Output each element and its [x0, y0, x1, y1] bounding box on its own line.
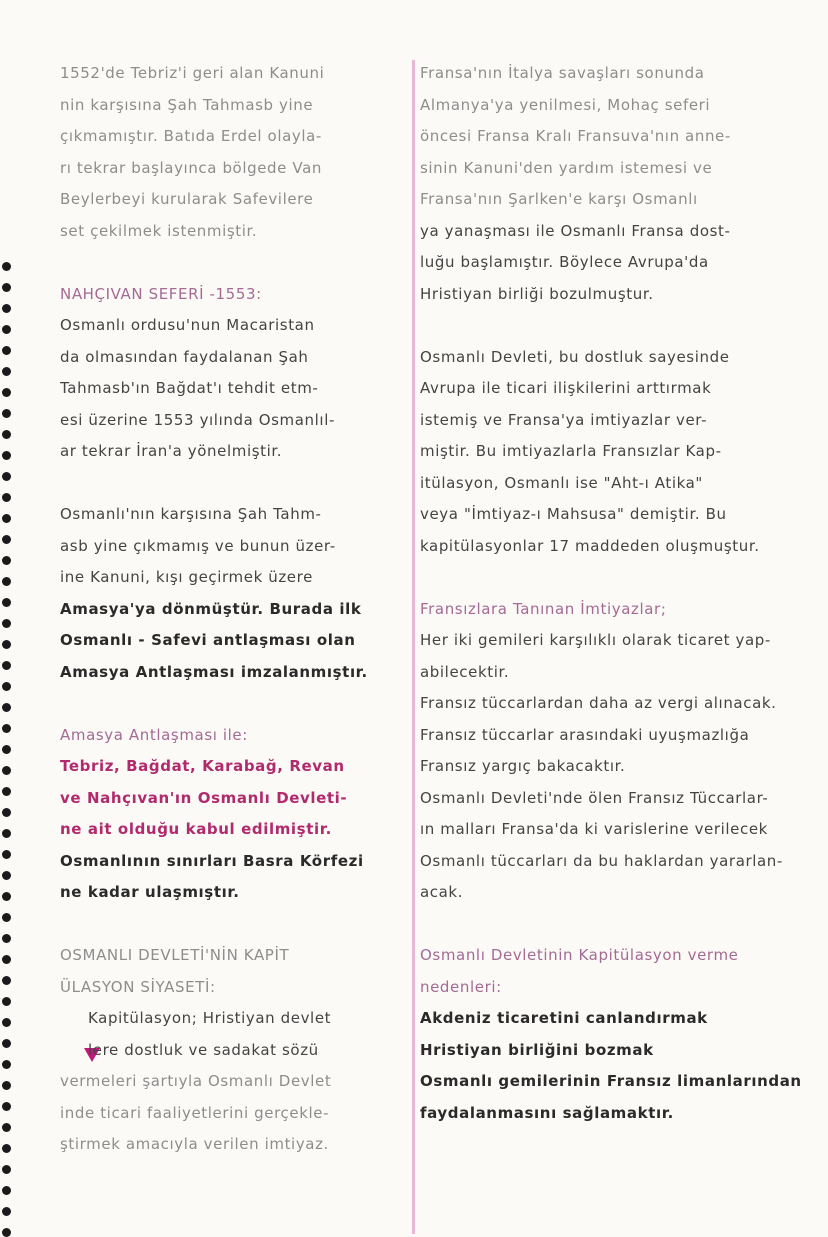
column-divider	[412, 60, 415, 1234]
binding-hole	[2, 1186, 11, 1195]
text-line: Fransız tüccarlardan daha az vergi alınacak.	[420, 694, 777, 712]
text-line: ve Nahçıvan'ın Osmanlı Devleti-	[60, 788, 348, 807]
text-line: öncesi Fransa Kralı Fransuva'nın anne-	[420, 127, 731, 145]
binding-hole	[2, 682, 11, 691]
text-line: vermeleri şartıyla Osmanlı Devlet	[60, 1072, 332, 1090]
text-line: Amasya Antlaşması imzalanmıştır.	[60, 662, 368, 681]
text-line: nin karşısına Şah Tahmasb yine	[60, 95, 314, 114]
text-line: Tebriz, Bağdat, Karabağ, Revan	[60, 757, 345, 775]
text-line: Kapitülasyon; Hristiyan devlet	[88, 1009, 332, 1027]
text-line: ine Kanuni, kışı geçirmek üzere	[60, 568, 313, 586]
binding-hole	[2, 1081, 11, 1090]
section-heading: Osmanlı Devletinin Kapitülasyon verme	[420, 946, 739, 964]
text-line: Tahmasb'ın Bağdat'ı tehdit etm-	[60, 379, 319, 397]
text-line: Osmanlı tüccarları da bu haklardan yararlan-	[420, 851, 783, 870]
text-line: Hristiyan birliği bozulmuştur.	[420, 284, 654, 303]
text-line: ne kadar ulaşmıştır.	[60, 883, 240, 901]
binding-hole	[2, 850, 11, 859]
text-line: kapitülasyonlar 17 maddeden oluşmuştur.	[420, 536, 760, 555]
binding-hole	[2, 283, 11, 292]
right-column	[420, 58, 816, 1129]
binding-hole	[2, 1018, 11, 1027]
binding-hole	[2, 535, 11, 544]
section-heading: OSMANLI DEVLETİ'NİN KAPİT	[60, 946, 290, 964]
binding-hole	[2, 1123, 11, 1132]
text-line: ar tekrar İran'a yönelmiştir.	[60, 442, 283, 460]
binding-hole	[2, 409, 11, 418]
text-line: esi üzerine 1553 yılında Osmanlıl-	[60, 410, 335, 429]
text-line: ya yanaşması ile Osmanlı Fransa dost-	[420, 221, 731, 240]
binding-hole	[2, 934, 11, 943]
text-line: Fransız tüccarlar arasındaki uyuşmazlığa	[420, 725, 750, 744]
text-line: çıkmamıştır. Batıda Erdel olayla-	[60, 127, 322, 145]
text-line: itülasyon, Osmanlı ise "Aht-ı Atika"	[420, 473, 703, 492]
binding-hole	[2, 1102, 11, 1111]
text-line: Fransa'nın Şarlken'e karşı Osmanlı	[420, 190, 698, 208]
binding-hole	[2, 703, 11, 712]
binding-hole	[2, 955, 11, 964]
text-line: acak.	[420, 883, 464, 901]
text-line: Osmanlı - Safevi antlaşması olan	[60, 631, 356, 649]
text-line: ştirmek amacıyla verilen imtiyaz.	[60, 1135, 329, 1153]
binding-hole	[2, 304, 11, 313]
text-line: Osmanlı Devleti'nde ölen Fransız Tüccarlar-	[420, 788, 769, 807]
binding-hole	[2, 1144, 11, 1153]
text-line: lere dostluk ve sadakat sözü	[88, 1040, 319, 1059]
binding-hole	[2, 829, 11, 838]
text-line: Her iki gemileri karşılıklı olarak ticaret yap-	[420, 631, 771, 649]
text-line: sinin Kanuni'den yardım istemesi ve	[420, 158, 713, 177]
binding-hole	[2, 346, 11, 355]
binding-hole	[2, 808, 11, 817]
text-line: ne ait olduğu kabul edilmiştir.	[60, 820, 332, 838]
binding-hole	[2, 619, 11, 628]
binding-hole	[2, 556, 11, 565]
binding-hole	[2, 325, 11, 334]
text-line: asb yine çıkmamış ve bunun üzer-	[60, 536, 336, 555]
binding-hole	[2, 367, 11, 376]
binding-hole	[2, 976, 11, 985]
text-line: abilecektir.	[420, 662, 510, 681]
binding-hole	[2, 598, 11, 607]
binding-hole	[2, 787, 11, 796]
text-line: veya "İmtiyaz-ı Mahsusa" demiştir. Bu	[420, 505, 727, 523]
binding-hole	[2, 871, 11, 880]
binding-hole	[2, 724, 11, 733]
section-heading: Amasya Antlaşması ile:	[60, 725, 248, 744]
binding-hole	[2, 640, 11, 649]
text-line: set çekilmek istenmiştir.	[60, 221, 258, 240]
binding-hole	[2, 472, 11, 481]
binding-hole	[2, 451, 11, 460]
section-heading: ÜLASYON SİYASETİ:	[60, 977, 216, 996]
text-line: Osmanlı gemilerinin Fransız limanlarından	[420, 1072, 802, 1090]
text-line: da olmasından faydalanan Şah	[60, 347, 309, 366]
text-line: Fransız yargıç bakacaktır.	[420, 757, 626, 775]
binding-hole	[2, 913, 11, 922]
section-heading: NAHÇIVAN SEFERİ -1553:	[60, 284, 262, 303]
text-line: Osmanlı'nın karşısına Şah Tahm-	[60, 505, 322, 523]
text-line: ın malları Fransa'da ki varislerine verilecek	[420, 820, 768, 838]
text-line: Osmanlı ordusu'nun Macaristan	[60, 316, 315, 334]
text-line: Fransa'nın İtalya savaşları sonunda	[420, 64, 705, 82]
text-line: Osmanlının sınırları Basra Körfezi	[60, 851, 364, 870]
left-column	[60, 58, 412, 1161]
text-line: faydalanmasını sağlamaktır.	[420, 1103, 674, 1122]
spiral-binding	[0, 0, 18, 1234]
section-heading: nedenleri:	[420, 977, 502, 996]
binding-hole	[2, 892, 11, 901]
binding-hole	[2, 1165, 11, 1174]
binding-hole	[2, 514, 11, 523]
text-line: Akdeniz ticaretini canlandırmak	[420, 1009, 708, 1027]
text-line: luğu başlamıştır. Böylece Avrupa'da	[420, 253, 709, 271]
text-line: Beylerbeyi kurularak Safevilere	[60, 190, 314, 208]
binding-hole	[2, 388, 11, 397]
binding-hole	[2, 577, 11, 586]
binding-hole	[2, 661, 11, 670]
text-line: inde ticari faaliyetlerini gerçekle-	[60, 1103, 330, 1122]
text-line: 1552'de Tebriz'i geri alan Kanuni	[60, 64, 325, 82]
binding-hole	[2, 1228, 11, 1237]
binding-hole	[2, 997, 11, 1006]
binding-hole	[2, 493, 11, 502]
binding-hole	[2, 1207, 11, 1216]
binding-hole	[2, 766, 11, 775]
text-line: Amasya'ya dönmüştür. Burada ilk	[60, 599, 362, 618]
binding-hole	[2, 1060, 11, 1069]
binding-hole	[2, 430, 11, 439]
section-heading: Fransızlara Tanınan İmtiyazlar;	[420, 599, 667, 618]
binding-hole	[2, 262, 11, 271]
text-line: rı tekrar başlayınca bölgede Van	[60, 158, 322, 177]
text-line: miştir. Bu imtiyazlarla Fransızlar Kap-	[420, 442, 722, 460]
binding-hole	[2, 1039, 11, 1048]
text-line: Osmanlı Devleti, bu dostluk sayesinde	[420, 347, 730, 366]
text-line: Hristiyan birliğini bozmak	[420, 1040, 654, 1059]
text-line: istemiş ve Fransa'ya imtiyazlar ver-	[420, 410, 708, 429]
text-line: Avrupa ile ticari ilişkilerini arttırmak	[420, 379, 712, 397]
text-line: Almanya'ya yenilmesi, Mohaç seferi	[420, 95, 711, 114]
binding-hole	[2, 745, 11, 754]
